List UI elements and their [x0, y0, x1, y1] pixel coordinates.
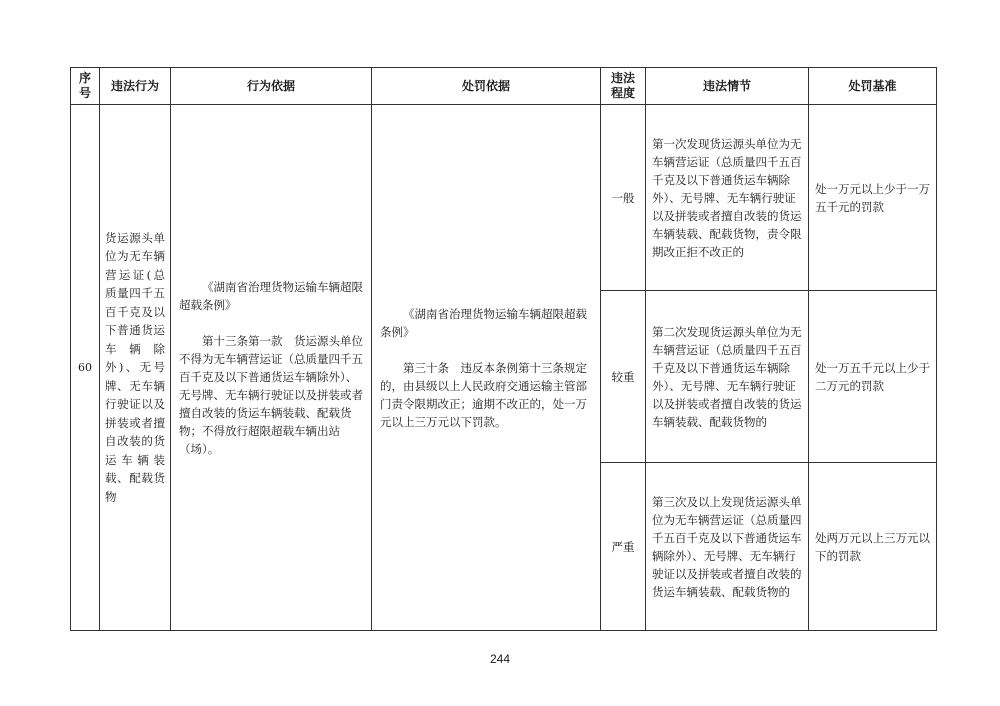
penalty-basis-title: 《湖南省治理货物运输车辆超限超载条例》 [380, 306, 587, 339]
table-row [71, 105, 937, 291]
illegal-act-text: 货运源头单位为无车辆营运证(总质量四千五百千克及以下普通货运车辆除外)、无号牌、无车辆行驶证以及拼装或者擅自改装的货运车辆装载、配载货物 [105, 230, 165, 504]
penalty-basis-cell [372, 105, 601, 631]
circumstance-cell-severe [646, 463, 809, 631]
degree-cell-general: 一般 [601, 105, 646, 291]
circumstance-cell-serious [646, 291, 809, 463]
circumstance-text-severe: 第三次及以上发现货运源头单位为无车辆营运证（总质量四千五百千克及以下普通货运车辆除外）、无号牌、无车辆行驶证以及拼装或者擅自改装的货运车辆装载、配载货物的 [652, 494, 802, 599]
penalty-standard-table [70, 67, 937, 631]
circumstance-text-general: 第一次发现货运源头单位为无车辆营运证（总质量四千五百千克及以下普通货运车辆除外）、无号牌、无车辆行驶证以及拼装或者擅自改装的货运车辆装载、配载货物，责令限期改正拒不改正的 [652, 136, 802, 259]
standard-text-serious: 处一万五千元以上少于二万元的罚款 [815, 360, 930, 393]
act-basis-title: 《湖南省治理货物运输车辆超限超载条例》 [179, 279, 363, 312]
header-degree: 违法 程度 [601, 68, 646, 105]
act-basis-cell [171, 105, 372, 631]
header-serial-number: 序 号 [71, 68, 100, 105]
standard-cell-serious [809, 291, 937, 463]
header-act-basis: 行为依据 [171, 68, 372, 105]
circumstance-text-serious: 第二次发现货运源头单位为无车辆营运证（总质量四千五百千克及以下普通货运车辆除外）、无号牌、无车辆行驶证以及拼装或者擅自改装的货运车辆装载、配载货物的 [652, 324, 802, 429]
header-penalty-basis: 处罚依据 [372, 68, 601, 105]
circumstance-cell-general [646, 105, 809, 291]
standard-text-general: 处一万元以上少于一万五千元的罚款 [815, 181, 930, 214]
degree-cell-serious: 较重 [601, 291, 646, 463]
header-circumstance: 违法情节 [646, 68, 809, 105]
degree-cell-severe: 严重 [601, 463, 646, 631]
standard-cell-general [809, 105, 937, 291]
table-header-row [71, 68, 937, 105]
illegal-act-cell [100, 105, 171, 631]
header-penalty-standard: 处罚基准 [809, 68, 937, 105]
header-illegal-act: 违法行为 [100, 68, 171, 105]
standard-cell-severe [809, 463, 937, 631]
page-number: 244 [489, 652, 511, 666]
standard-text-severe: 处两万元以上三万元以下的罚款 [815, 530, 930, 563]
act-basis-text: 第十三条第一款 货运源头单位不得为无车辆营运证（总质量四千五百千克及以下普通货运车辆除外）、无号牌、无车辆行驶证以及拼装或者擅自改装的货运车辆装载、配载货物；不得放行超限超载车辆出站（场）。 [179, 333, 363, 456]
penalty-basis-text: 第三十条 违反本条例第十三条规定的，由县级以上人民政府交通运输主管部门责令限期改正；逾期不改正的，处一万元以上三万元以下罚款。 [380, 360, 587, 429]
serial-number-cell: 60 [71, 105, 100, 631]
